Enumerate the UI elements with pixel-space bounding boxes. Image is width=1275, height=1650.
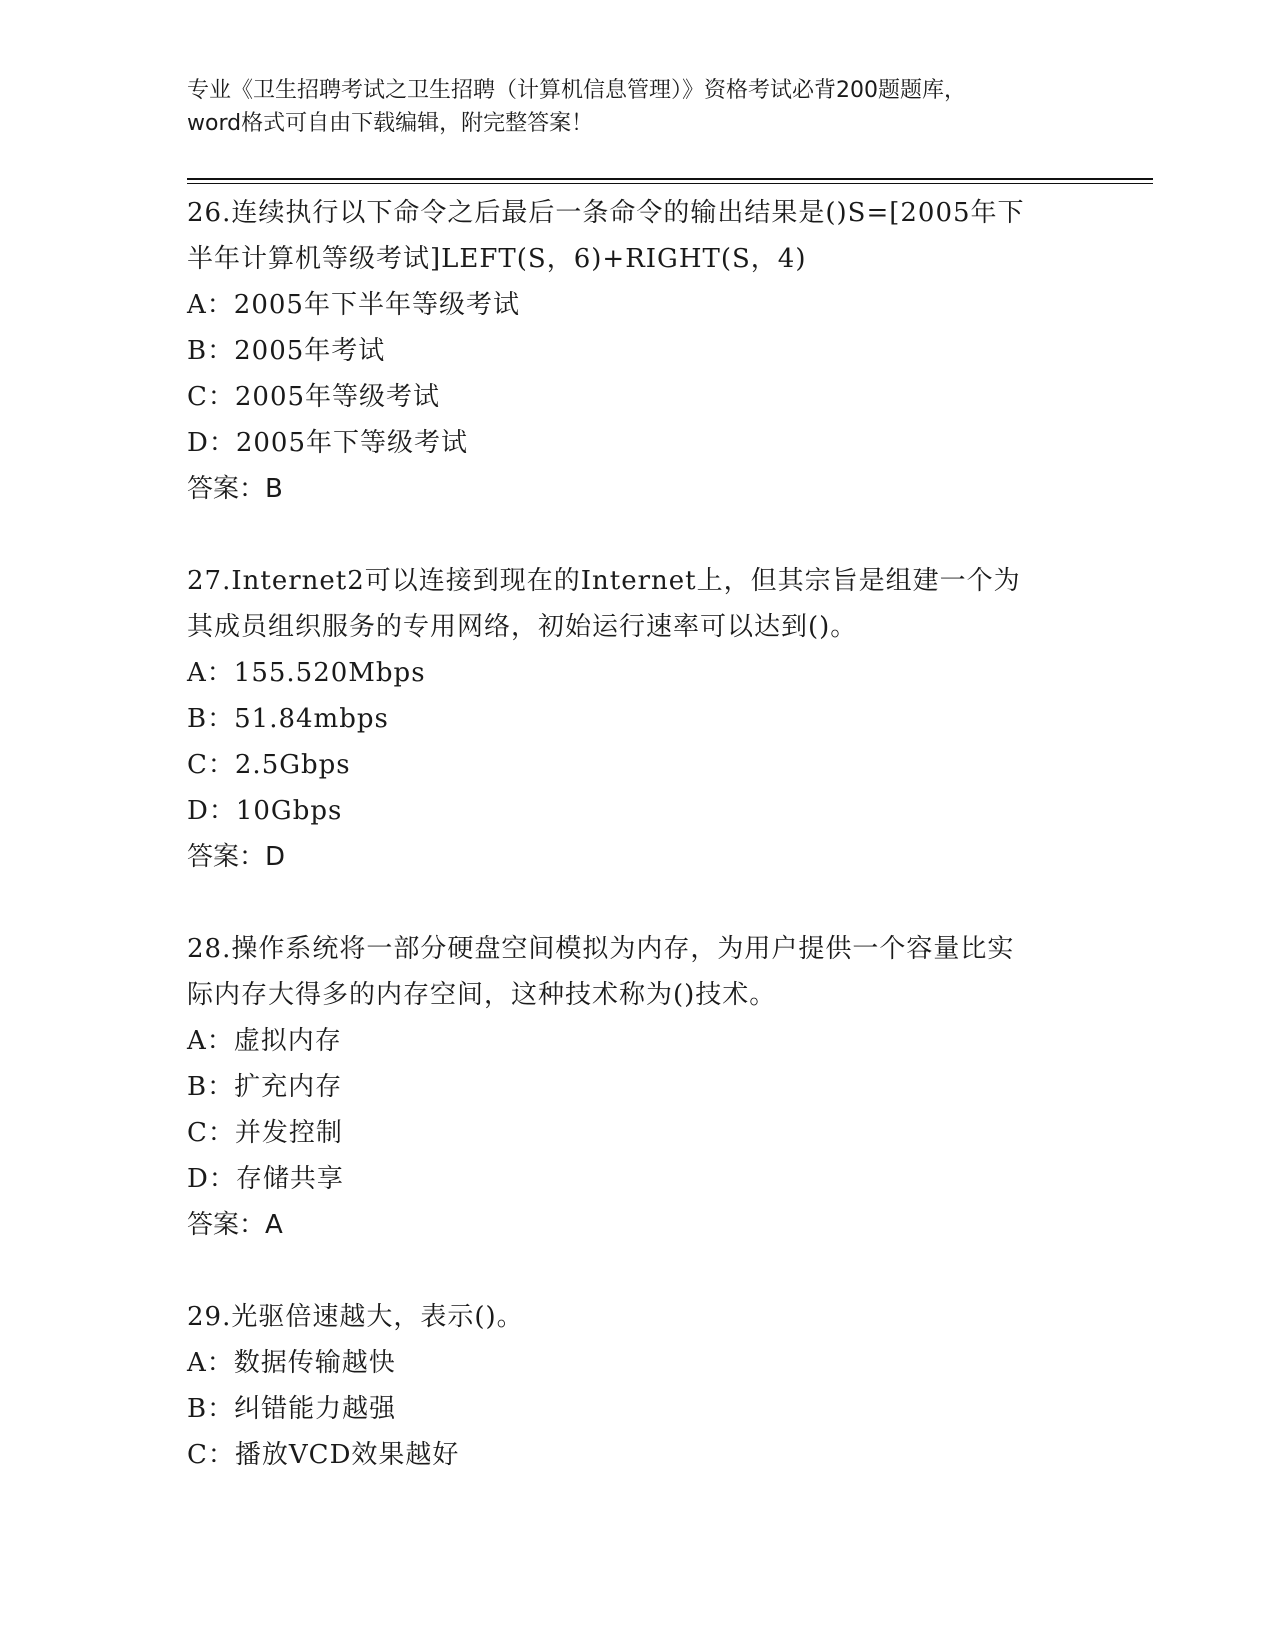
document-header — [187, 74, 1087, 140]
header-divider-thick — [187, 178, 1153, 180]
option-d: D：10Gbps — [187, 796, 343, 826]
question-stem-line: 27.Internet2可以连接到现在的Internet上，但其宗旨是组建一个为 — [187, 566, 1021, 596]
question-26 — [187, 190, 1087, 558]
answer-line: 答案：A — [187, 1210, 283, 1240]
option-b: B：2005年考试 — [187, 336, 386, 366]
question-28 — [187, 926, 1087, 1294]
question-spacer — [187, 512, 1087, 558]
question-list — [187, 190, 1087, 1478]
question-stem-line: 26.连续执行以下命令之后最后一条命令的输出结果是()S=[2005年下 — [187, 198, 1025, 228]
answer-line: 答案：B — [187, 474, 283, 504]
question-stem-line: 际内存大得多的内存空间，这种技术称为()技术。 — [187, 980, 777, 1010]
option-c: C：并发控制 — [187, 1118, 343, 1148]
question-stem-line: 28.操作系统将一部分硬盘空间模拟为内存，为用户提供一个容量比实 — [187, 934, 1015, 964]
option-a: A：2005年下半年等级考试 — [187, 290, 520, 320]
option-c: C：2005年等级考试 — [187, 382, 441, 412]
question-stem-line: 其成员组织服务的专用网络，初始运行速率可以达到()。 — [187, 612, 858, 642]
question-27 — [187, 558, 1087, 926]
question-stem — [187, 558, 1087, 650]
option-a: A：虚拟内存 — [187, 1026, 342, 1056]
header-line-1: 专业《卫生招聘考试之卫生招聘（计算机信息管理）》资格考试必背200题题库， — [187, 78, 966, 103]
question-stem-line: 29.光驱倍速越大，表示()。 — [187, 1302, 524, 1332]
option-b: B：纠错能力越强 — [187, 1394, 397, 1424]
option-d: D：2005年下等级考试 — [187, 428, 469, 458]
question-stem — [187, 926, 1087, 1018]
option-a: A：数据传输越快 — [187, 1348, 396, 1378]
question-stem-line: 半年计算机等级考试]LEFT(S，6)+RIGHT(S，4) — [187, 244, 807, 274]
option-c: C：2.5Gbps — [187, 750, 351, 780]
option-b: B：扩充内存 — [187, 1072, 343, 1102]
question-stem — [187, 1294, 1087, 1340]
question-spacer — [187, 1248, 1087, 1294]
question-spacer — [187, 880, 1087, 926]
option-c: C：播放VCD效果越好 — [187, 1440, 460, 1470]
option-a: A：155.520Mbps — [187, 658, 426, 688]
header-divider-thin — [187, 183, 1153, 184]
header-line-2: word格式可自由下载编辑，附完整答案！ — [187, 111, 594, 136]
question-29 — [187, 1294, 1087, 1478]
answer-line: 答案：D — [187, 842, 286, 872]
option-b: B：51.84mbps — [187, 704, 389, 734]
question-stem — [187, 190, 1087, 282]
option-d: D：存储共享 — [187, 1164, 344, 1194]
